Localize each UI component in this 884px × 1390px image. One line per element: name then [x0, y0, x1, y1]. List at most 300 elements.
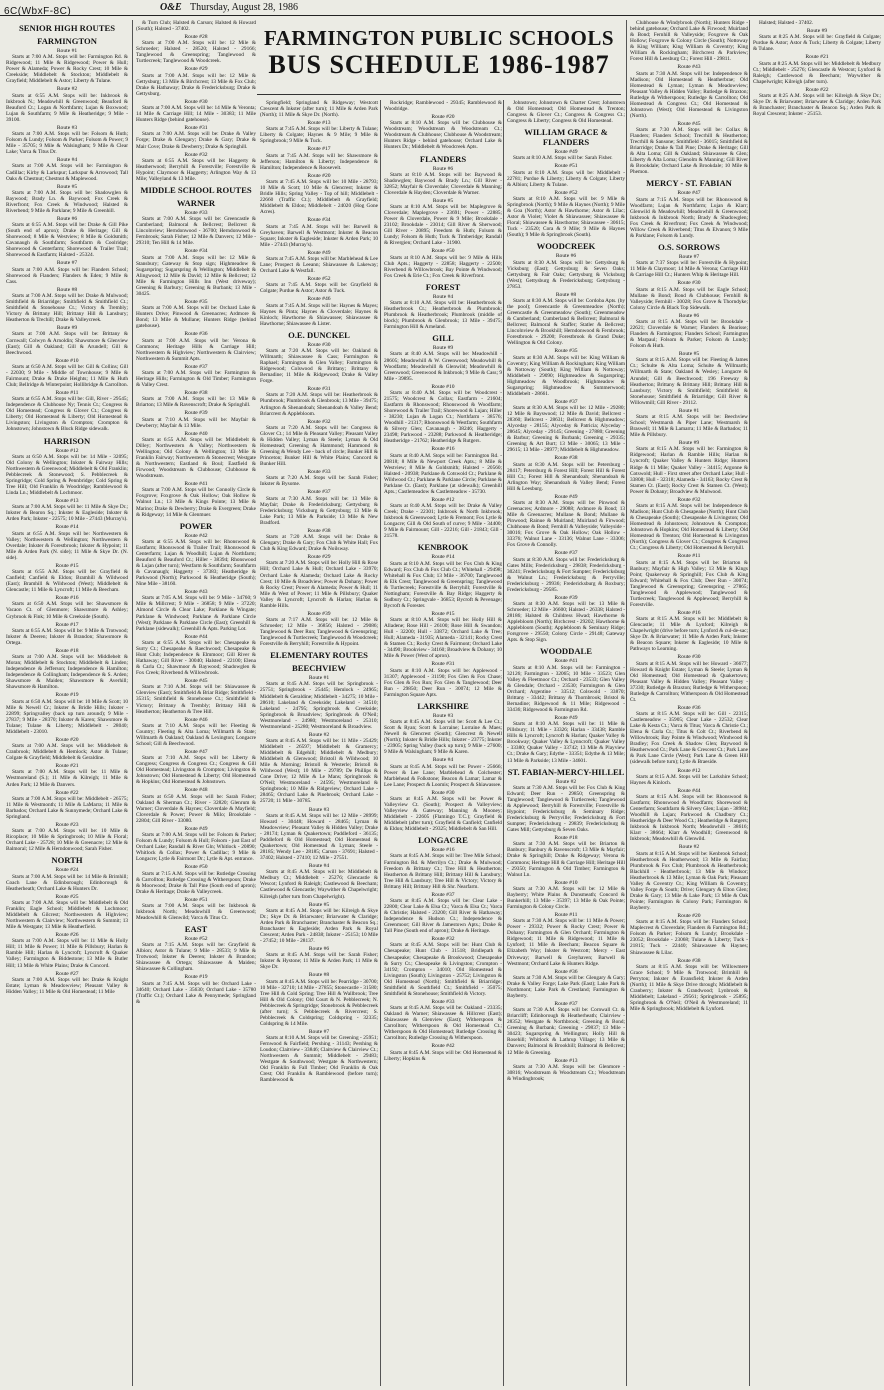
route-stops: Starts at 7:20 A.M. Stops will be: Oakland & Willmarth; Shiawassee & Cass; Farmington & Raphael; Farmington & Glen Valley; Farmington & Ridgewood; Colswood & Brittany; Brittany & Bernadine; 11 Mile & Ridgewood; Drake & Valley Forge. — [260, 347, 378, 385]
route-stops: Starts at 8:10 A.M. Stops will be: Holly Hill & Alladene; Rose Hill - 26100; Rose Hill & Swandon; Hull - 32200; Hull - 33872; Orchard Lake & Tree; Hull; Alameda - 31935; Alameda - 32141; Rocky Crest & Stamen Ct.; Rocky Crest & Fairmont; Orchard Lake - 34490; Brookview - 34160; Broadview & Dohany; 10 Mile & Power (West of apron). — [384, 617, 502, 660]
section-heading: FARMINGTON — [37, 36, 97, 46]
route-label: Route #37 — [554, 550, 578, 557]
route-label: Route #20 — [677, 913, 701, 920]
route-stops: Starts at 8:15 A.M. Stops will be: Independence & Madison; Hunt Club & Chesapeake (North); Hunt Club & Chesapeake (South); Chesapeake & Livingston; Old Homestead & Johnstown; Johnstown & Crompton; Johnstown & Hopkins; Old Homestead & Liberty; Old Homestead & Trenton; Old Homestead & Livingston (North); Congress & Glover Ct.; Congress & Congress Ct.; Congress & Liberty; Old Homestead & Berryhill. — [630, 502, 748, 552]
route-stops: Starts at 8:45 A.M. Stops will be: Power & Valleyview Ct. (South); Prospect & Valleyview; Valleyview & Gateway; Manning & Mooney; Middlebelt - 22605 (Flamingo T.C.); Grayfield & Middlebelt (after turn); Grayfield & Canfield; Canfield & Eldon; Middlebelt - 29325; Middlebelt & San Hill. — [384, 795, 502, 833]
route-stops: Starts at 7:00 A.M. Stops will be: Drake & Mulwood; Smithfield & Briarridge; Smithfield & Smithfield Ct.; Smithfield & Stonehouse Ct.; Victory & Trembly; Victory & Brittany Hill; Brittany Hill & Lansbury; Heatherton & Trechill; Drake & Valleycreek. — [6, 293, 128, 324]
route-stops: Starts at 8:10 A.M. Stops will be: Fox Club & King Edward; Fox Club & Fox Club Ct.; Whitehall - 29498; Whitehall & Fox Club; 13 Mile - 36700; Tanglewood & Elk Crest; Tanglewood & Greenspring; Tanglewood & Turtlecreek; Forestville & Berryhill; Forestville & Nottingham; Forestville & Bay Ridge; Haggerty & Sudbury Ct.; Springvale - 36853; Bycroft & Pevenage; Bycroft & Forester. — [384, 560, 502, 609]
route-label: Route #44 — [677, 787, 701, 794]
route-stops: Starts at 8:10 A.M. Stops will be: Greening - 25951; Fernwood & Fairfield; Pershing - 31143; Pershing & Loudon; Claitview - 33846; Claitview & Clairview Ct.; Northwestern & Summit; Middlebelt - 29483; Westgate & Southwood; Westgate & Northwestern; Old Franklin & Fall Timber; Old Franklin & Oak Crest; Old Franklin & Ramblewood (before turn); Ramblewood & — [260, 1035, 378, 1084]
route-label: Route #30 — [677, 654, 701, 661]
column-5 — [503, 100, 625, 1386]
route-stops: Starts at 7:00 A.M. Stops will be: Farmington & Heritage Hills; Farmington & Old Timber; Farmington & Valley Crest. — [136, 369, 256, 388]
route-label: Route #5 — [308, 901, 330, 908]
route-stops: Starts at 7:00 A.M. Stops will be: Shadowglen & Baywood; Brady Ln. & Baywood; Fox Creek & Riverfront; Fox Creek & Windwood; Halsted & Riverbend; 9 Mile & Parklane; 9 Mile & Greenhill. — [6, 189, 128, 214]
route-stops: Starts at 7:00 A.M. Stops will be: Middlebelt & Cranbrook; Middlebelt & Hemlock; Astor & Tulane; Colgate & Grayfield; Middlebelt & Geraldine. — [6, 743, 128, 762]
section-heading: WILLIAM GRACE & FLANDERS — [524, 127, 608, 148]
route-label: Route #25 — [55, 893, 79, 900]
route-label: Route #6 — [432, 165, 454, 172]
section-heading: FOREST — [425, 281, 461, 292]
route-label: Route #5 — [56, 183, 78, 190]
route-label: Route #45 — [677, 120, 701, 127]
route-label: Route #33 — [431, 998, 455, 1005]
route-label: Route #46 — [307, 296, 331, 303]
route-stops: Starts at 7:00 A.M. Stops will be: Middlebelt & Old Franklin; Eagle School; Middlebelt & Lochmoor; Middlebelt & Gilcrest; Northwestern & Highview; Northwestern & Clairview; Northwestern & Summit; 13 Mile & Westgate; 13 Mile & Heatherfield. — [6, 899, 128, 931]
route-stops: Starts at 7:00 A.M. Stops will be: 13 Mile & Briarton; 13 Mile & Ravenscroft; Drake & Springhill. — [136, 396, 256, 409]
route-stops: Starts at 6:55 A.M. Stops will be: Gill, River - 29545; Independence & Clubhouse Ny; Tennis Ct.; Congress & Old Homestead; Congress & Glover Ct.; Congress & Liberty; Old Homestead & Liberty; Old Homestead & Livingston; Livingston & Crompton; Crompton & Johnstown; Johnstown & Bluck Ridge sidewalk. — [6, 396, 128, 433]
route-label: Route #21 — [55, 763, 79, 770]
route-stops: Starts at 7:00 A.M. Stops will be: Drake & Valley Forge; Drake & Glengary; Drake & Gary; Drake & Mair Cove; Drake & Dewberry; Drake & Springhill. — [136, 131, 256, 150]
route-stops: Starts at 8:45 A.M. Stops will be: Tree Mile School; Farmington Rd. & Merrilyn Ct.; Drake & Mulwood; Freedom & Brittany Ct.; Tree Hill & Heatherton; Heatherton & Brittany Hill; Brittany Hill & Lansbury; Tree Hill & Lansbury; Tree Hill & Victory; Victory & Brittany Hill; Brittany Hill & Shr. Nearfarm. — [384, 853, 502, 890]
route-label: Route #38 — [184, 390, 208, 397]
route-label: Route #7 — [308, 1028, 330, 1035]
route-label: Route #42 — [431, 1043, 455, 1050]
route-label: Route #31 — [431, 661, 455, 668]
route-stops: Starts at 7:45 A.M. Stops will be: Haynes & Mayes; Haynes & Pinta; Haynes & Cloverdale; Haynes & Kinloch; Hawthorne & Shiawassee; Shiawassee & Hawthorne; Shiawassee & Lister. — [260, 302, 378, 327]
route-label: Route #47 — [677, 190, 701, 197]
route-label: Route #16 — [677, 609, 701, 616]
route-stops: Starts at 7:00 A.M. Stops will be: 12 Mile & Schroeder; Halsted - 28520; Halsted - 29166; Tanglewood & Greenspring; Tanglewood & Turtlecreek; Tanglewood & Woodcreek. — [136, 40, 256, 65]
route-stops: Starts at 7:30 A.M. Stops will be: 12 Mile & Bayberry; White Plains & Dunsmeath; Concord & Bunkerhill; 13 Mile - 35397; 13 Mile & Oak Pointe; Farmington & Colony Circle. — [507, 885, 625, 910]
section-heading: WOODDALE — [539, 646, 593, 657]
route-label: Route #9 — [56, 325, 78, 332]
route-label: Route #42 — [184, 532, 208, 539]
route-label: Route #13 — [554, 1057, 578, 1064]
publication-name: O&E — [160, 2, 182, 13]
route-stops: Starts at 7:00 A.M. Stops will be: 10 Mile & Ricoplace; 10 Mile & Springbrook; 10 Mile & Floral; Orchard Lake - 25728; 10 Mile & Greenacre; 12 Mile & Balmoral; 12 Mile & Herndonwood; Sarah Fisher. — [6, 828, 128, 853]
route-stops: Starts at 6:55 A.M. Stops will be: Chesapeake & Surry Ct.; Chesapeake & Raechwood; Chesapeake & Hunt Club; Independence & Elmmoor; Gill River & Hathaway; Gill River - 30040; Halsted - 22100; Elena & Carla Ct.; Shawmoor & Baywood; Shadowglen & Fox Creek; Riverbend & Willowbrook. — [136, 639, 256, 677]
route-stops: Starts at 7:00 A.M. Stops will be: 11 Mile & Westmoreland (S.); 11 Mile & Kilreigh; 11 Mile & Arden Park; 12 Mile & Danvers. — [6, 769, 128, 788]
section-heading: KENBROOK — [417, 542, 469, 553]
route-stops: Starts at 8:45 A.M. Stops will be: Clear Lake - 22800; Clear Lake & Elsa Ct.; Varca & Elsa Ct.; Varca & Christie; Halsted - 23200; Gill River & Hathaway; Independence & Hudson Ct.; Independence & Greenmoor; Gill River & Jamestown Apts.; Drake & Tall Pine (South end of apron); Drake & Heritage. — [384, 897, 502, 935]
route-stops: Starts at 7:00 A.M. Stops will be: Verona & Commons; Heritage Hills & Carriage Hill; Northwestern & Highview; Northwestern & Clairview; Northwestern & Summit Apts. — [136, 337, 256, 362]
route-stops: Starts at 8:15 A.M. Stops will be: Gill - 22315; Castlemeadow - 35905; Clear Lake - 22532; Clear Lake & Kesta Ct.; Varca & Titus; Varca & Christie Ct.; Elena & Carla Ct.; Titus & Colt Ct.; Riverbend & Willowbrook; Bay Pointe & Windwood; Windwood & Bradley; Fox Creek & Shadow Glen; Baywood & Heatherwood Ct.; Park Lane & Crescent Ct.; Park Lane & Park Lane Circle (West); Park Lane & Green Hill (sidewalk before turn); Lytle & Braeside. — [630, 711, 748, 766]
route-stops: Starts at 7:30 A.M. Stops will be: 11 Mile & Power; Power - 29332; Power & Rocky Crest; Power & Dohany; Farmington & Glen Orchard; Farmington & Ridgewood; 11 Mile & Ridgewood; 11 Mile & Lynford; 11 Mile & Beecham; Beacon Square & Elizabeth Way; Inkster & Westcott; Mercy - East Driveway; Barwell & Greyhaven; Barwell & Westmont; Orchard Lake & Hunters Ridge. — [507, 918, 625, 967]
route-label: Route #49 — [307, 249, 331, 256]
route-stops: Starts at 8:30 A.M. Stops will be: Cordoba Apts. (by the pool); Greencastle & Greenmeadow (North); Greencastle & Greenmeadow (South); Greenmeadow & Cumberland; Cumberland & Bellcrest; Balmoral & Bellcrest; Balmoral & Staffer; Statler & Bellcrest; Lincolnview & Brookhill; Herndonwood & Fernbrook; Forestbrook - 29200; Forestbrook & Grand Duke; Wellington & Old Colony. — [507, 297, 625, 347]
route-label: Route #37 — [431, 891, 455, 898]
route-stops: Starts at 8:30 A.M. Stops will be: Fredericksburg & Gates Mills; Fredericksburg - 29838; Fredericksburg - 30241; Fredericksburg & Fort Sumpter; Fredericksburg & Walnut Ln.; Fredericksburg & Perryville; Fredericksburg - 29936; Fredericksburg & Roxbury; Fredericksburg - 29585. — [507, 556, 625, 593]
route-label: Route #30 — [677, 280, 701, 287]
route-stops: Starts at 7:20 A.M. Stops will be: Sarah Fisher; Inkster & Bysome. — [260, 475, 378, 488]
route-stops: Starts at 8:10 A.M. Stops will be: Sarah Fisher. — [513, 155, 613, 162]
route-label: Route #19 — [184, 974, 208, 981]
banner-headline — [257, 20, 621, 95]
route-label: Route #5 — [678, 351, 700, 358]
route-stops: Starts at 7:00 A.M. Stops will be: Flanders School; Shorewood & Flanders; Flanders & Eden; 9 Mile & Cass. — [6, 266, 128, 285]
column-3 — [257, 100, 378, 1386]
route-label: Route #33 — [184, 209, 208, 216]
route-label: Route #11 — [677, 553, 701, 560]
route-stops: Starts at 8:45 A.M. Stops will be: Hunt Club & Chesapeake; Hunt Club - 31518; Bridlepath & Chesapeake; Chesapeake & Brookwood; Chesapeake & Surry Ct.; Chesapeake & Livingston; Crompton - 34192; Crompton - 34010; Old Homestead & Livingston (South); Livingston - 25752; Livingston & Old Homestead (North); Smithfield & Briarridge; Smithfield & Southfield Ct.; Smithfield - 35075; Smithfield & Stonehouse; Smithfield & Victory. — [384, 942, 502, 997]
route-label: Route #39 — [184, 410, 208, 417]
route-stops: Starts at 8:15 A.M. Stops will be: Fleeting & James Ct.; Schulte & Alta Loma; Schulte & Willmarth; Willmarth & State; Oakland & Wesley; Longacre & Arundel; Gill & Beechwood; 196 Freeway & Heatherton; Brittany & Brittany Hill; Brittany Hill & Lansbury; Victory & Smithfield; Smithfield & Stonehouse; Smithfield & Briarridge; Gill River & Willowmill; Gill River - 29112. — [630, 357, 748, 406]
column-4 — [380, 100, 502, 1386]
section-code: 6C(WbxF-8C) — [4, 6, 72, 17]
section-heading: ST. FABIAN-MERCY-HILLEL — [507, 766, 625, 777]
route-stops: Starts at 7:20 A.M. Stops will be: Heatherbrook & Plumbrook; Plumbrook & Glenbrook; 13 Mile - 39475; Arlington & Shenandoah; Shenandoah & Valley Bend; Briarcrest & Applebloom. — [260, 392, 378, 417]
route-stops: Starts at 8:40 A.M. Stops will be: Meadowhill - 28605; Meadowhill & W. Greenwood; Meadowhill & Woodfarm; Meadowhill & Glenwild; Meadowhill & Greenwood; Greenwood & Inkbrook; 9 Mile & Cass; 9 Mile - 39895. — [384, 351, 502, 382]
route-label: Route #9 — [806, 28, 828, 35]
route-label: Route #9 — [678, 440, 700, 447]
route-label: Route #9 — [432, 345, 454, 352]
route-stops: Starts at 7:30 A.M. Stops will be: Glenmore - 30816; Woodstream & Woodstream Ct.; Woodstream & Windingbrook; — [507, 1063, 625, 1082]
route-stops: Starts at 6:50 A.M. Stops will be: Sarah Fisher; Oakland & Sherman Ct.; River - 32820; Glenrum & Warner; Cloverdale & Haynes; Cloverdale & Mayfield; Cloverdale & Power; Power & Milo; Brookdale - 22804; Gill River - 33080. — [136, 793, 256, 824]
route-label: Route #22 — [805, 86, 829, 93]
section-heading: MIDDLE SCHOOL ROUTES — [140, 184, 252, 195]
route-label: Route #32 — [431, 936, 455, 943]
route-label: Route #45 — [184, 678, 208, 685]
route-stops: Starts at 8:10 A.M. Stops will be: Maplegrove & Cloverdale; Maplegrove - 23691; Power - 22885; Power & Cloverdale, Power & 9 Mile; Brookdale - 23102; Brookdale - 23014; Gill River & Sherwood; Gill River - 20895; Freedom & Huth; Folsom & Lundy; Folsom & Huth; Tuck & Timberidge; Randall & Rivergien; Orchard Lake - 31900. — [384, 204, 502, 247]
route-label: Route #52 — [307, 276, 331, 283]
route-label: Route #4 — [56, 157, 78, 164]
route-stops: Starts at 7:45 A.M. Stops will be: Shawsmore & Jefferson; Hamilton & Liberty; Independence & Hamilton; Independence & Roosevelt. — [260, 152, 378, 171]
route-stops: Halsted; Halsted - 37402. — [759, 20, 814, 26]
route-stops: Starts at 7:20 A.M. Stops will be: Drake & Glengary; Drake & Gary; Fox Club & White Hall; Fox Club & King Edward; Drake & Noilsway. — [260, 534, 378, 553]
route-stops: Starts at 7:00 A.M. Stops will be: Farmington & Cadillac; Kirby & Larkspur; Larkspur & Arrowood; Tall Oaks & Chestnut; Chestnut & Maplewood. — [6, 163, 128, 182]
route-stops: Starts at 7:20 A.M. Stops will be: Holly Hill & Rose Hill; Orchard Lake & Hull; Orchard Lake - 33970; Orchard Lake & Alameda; Orchard Lake & Rocky Crest; 10 Mile & Broadview; Power & Dohany; Power & Rocky Crest; Power & Alameda; Power & Hull; 11 Mile & West of Power; 11 Mile & Pillsbury; Quaker Valley & Lyncroft; Lyncroft & Harlan; Harlan & Ramble Hills. — [260, 560, 378, 609]
route-label: Route #15 — [431, 610, 455, 617]
route-label: Route #15 — [55, 562, 79, 569]
route-stops: Starts at 8:45 A.M. Stops will be: Oakland - 23335; Oakland & Warner; Shiawassee & Hillcrest (East); Shiawassee & Glenview (East); Witherspoon & Carrollton; Witherspoon & Old Homestead Ct.; Witherspoon & Old Homestead; Rutledge Crossing & Carrollton; Rutledge Crossing & Witherspoon. — [384, 1005, 502, 1042]
column-2 — [132, 20, 256, 1386]
route-label: Route #33 — [307, 469, 331, 476]
route-stops: Starts at 7:45 A.M. Stops will be: Orchard Lake - 34640; Orchard Lake - 35630; Orchard Lake - 35780 (Traffic Ct.); Orchard Lake & Pennymede; Springland & — [136, 980, 256, 1005]
route-stops: Starts at 8:10 A.M. Stops will be: 9 Mile & Springbrook (North); 9 Mile & Haynes (North); 9 Mile & Goa (North); Astor & Hawthorne; Astor & Lilac; Astor & Violet; Violet & Shiawassee; Shiawassee & Floral; Shiawassee & Hawthorne; Shiawassee - 30615; Tuck - 23520; Cora & 9 Mile; 9 Mile & Haynes (South); 9 Mile & Springbrook (South). — [507, 195, 625, 239]
route-label: Route #50 — [184, 864, 208, 871]
route-label: Route #32 — [184, 151, 208, 158]
section-heading: O.E. DUNCKEL — [288, 329, 350, 340]
route-label: Route #49 — [554, 493, 578, 500]
route-stops: Starts at 7:00 A.M. Stops will be: 12 Mile & Stansbury; Gateway & Stop sign; Highmeadow & Sugarspring; Sugarspring & Wellington; Middlebelt & Alingwood; 12 Mile & David; 12 Mile & Bellcrest; 12 Mile & Farmington Hills Inn (West driveway); Greening & Barbury; Greening & Burbank; 13 Mile - 30425. — [136, 254, 256, 297]
route-label: Route #10 — [431, 383, 455, 390]
route-stops: Starts at 6:55 A.M. Stops will be: Middlebelt & Dilley; Northwestern & Valley; Northwestern & Wellington; Old Colony & Wellington; 13 Mile & Franklin Fairway; Northwestern & Stonecrest; Westgate & Northwestern; Eastland & Boul; Eastfield & Firwood; Woodstream & Clubhouse; Clubhouse & Woodstream. — [136, 436, 256, 480]
route-label: Route #24 — [55, 867, 79, 874]
column-1 — [6, 20, 131, 1386]
route-stops: Starts at 7:00 A.M. Stops will be: Greencastle & Cumberland; Balmoral & Bellcrest; Bellcrest & Lincolnview; Herndonwood - 36700; Herndonwood & Fernbrook; Sarah Fisher; 12 Mile & Danvers; 12 Mile - 29310; Ten Hill & 14 Mile. — [136, 216, 256, 247]
route-label: Route #37 — [554, 398, 578, 405]
route-stops: Starts at 6:55 A.M. Stops will be: Grayfield & Canfield; Canfield & Eldon; Bramhill & Wildwood (East); Bramhill & Wildwood (West); Middlebelt & Glencastle; 11 Mile & Lyncroft; 11 Mile & Beecham. — [6, 569, 128, 594]
route-stops: Starts at 8:25 A.M. Stops will be: Grayfield & Colgate; Purdue & Astor; Astor & Tuck; Liberty & Colgate; Liberty & Tulane. — [753, 34, 881, 53]
route-stops: Starts at 8:45 A.M. Stops will be: Middlebelt & Medbury Ct.; Middlebelt - 25276; Glencastle & Wescot; Lynford & Raleigh; Castlewood & Beecham; Castlewood & Glencastle; Waywither & Chapelwright; Kilreigh (after turn from Chapelwright). — [260, 869, 378, 900]
route-label: Route #32 — [677, 496, 701, 503]
route-label: Route #3 — [432, 712, 454, 719]
banner-subtitle: BUS SCHEDULE 1986-1987 — [268, 50, 610, 79]
route-stops: Starts at 7:10 A.M. Stops will be: Shiawassee & Glenview (East); Smithfield & Briar Ridge; Smithfield - 35315; Smithfield & Stonehouse Ct.; Smithfield & Victory; Brittany & Trembly; Brittany Hill & Heatherton; Heatherton & Tree Hill. — [136, 684, 256, 715]
route-stops: Starts at 8:15 A.M. Stops will be: Rhonswood & Eastfarm; Rhonswood & Woodfarm; Shorewood & Centerfarm; Southfarm & Silvery Glen; Lujan - 38984; Woodhill & Lujan; Parkwood & Chadbury Ct.; Heatheridge & Deer Wood Ct.; Heatheridge & Rutgers; Inkbrook & Inkbrook North; Meadowhill - 38616; Klarr - 38664; Klarr & Woodhill; Greenwood & Inkbrook; Meadowhill & Glenwild. — [630, 794, 748, 843]
route-stops: Starts at 7:45 A.M. Stops will be: Barwell & Greyhaven; Barwell & Westmont; Inkster & Beacon Square; Inkster & Eagleside; Inkster & Arden Park; 10 Mile - 27443 (Murray's). — [260, 223, 378, 248]
route-label: Route #4 — [432, 757, 454, 764]
route-label: Route #4 — [308, 863, 330, 870]
route-label: Route #16 — [431, 847, 455, 854]
route-label: Route #38 — [307, 527, 331, 534]
route-label: Route #21 — [805, 54, 829, 61]
route-label: Route #39 — [307, 610, 331, 617]
header-rule — [0, 15, 884, 16]
route-stops: Starts at 7:15 A.M. Stops will be: Grayfield & Albion; Astor & Tulane; 9 Mile - 28533; 9 Mile & Trotwood; Inkster & Deeren; Inkster & Brandon; Shiawassee & Ortega; Shiawassee & Maiden; Shiawassee & Collingham. — [136, 942, 256, 973]
route-stops: Starts at 7:00 A.M. Stops will be: 14 Mile & Veronta; 14 Mile & Carriage Hill; 14 Mile - 30383; 11 Mile Hunters Ridge (behind gatehouse). — [136, 105, 256, 124]
banner-title: FARMINGTON PUBLIC SCHOOLS — [263, 26, 615, 50]
route-label: Route #37 — [184, 363, 208, 370]
route-label: Route #41 — [554, 658, 578, 665]
route-stops: Starts at 7:00 A.M. Stops will be: Middlebelt & Moran; Middlebelt & Stockton; Middlebelt & Linden; Independence & Jefferson; Independence & Hamilton; Independence & Collingham; Independence & S. Arden; Shawsmore & Maiden; Shawsmore & Averhill; Shawsmore & Hamilton. — [6, 654, 128, 691]
route-stops: Starts at 7:15 A.M. Stops will be: Rutledge Crossing & Carrollton; Rutledge Crossing & Witherspoon; Drake & Moorwood; Drake & Tall Pine (South end of apron); Drake & Heritage; Drake & Valleycreek. — [136, 870, 256, 895]
route-stops: Starts at 8:15 A.M. Stops will be: Farmington & Ridgewood; Harlan & Ramble Hills; Harlan & Lyncroft; Quaker Valley & Hunters Ridge; Hunters Ridge & 11 Mile; Quaker Valley - 34415; Argonne & Cotswold; Hull - First street after Orchard Lake; Hull - 33808; Hull - 32318; Alameda - 34163; Rocky Crest & Stamen Ct. (East); Rocky Crest & Stamen Ct. (West); Power & Dohany; Broadview & Mulwood. — [630, 446, 748, 495]
route-stops: Starts at 6:55 A.M. Stops will be: Drake & Gill Pike (South end of apron); Drake & Heritage; Gill & Shorewood; 8 Mile & Westview; 8 Mile & Goldsmith; Cavanaugh & Southfarm; Southfarm & Coolridge; Shorewood & Centerfarm; Shorewood & Trailer Trail; Shorewood & Eastfarm; Halsted - 25324. — [6, 222, 128, 259]
route-label: Route #8 — [555, 291, 577, 298]
route-stops: Starts at 7:00 A.M. Stops will be: Orchard Lake & Hunters Drive; Pinwood & Greenacres; Ardmore & Bond; 13 Mile & Mullane; Hunters Ridge (behind gatehouse). — [136, 305, 256, 330]
route-label: Route #6 — [56, 216, 78, 222]
route-label: Route #22 — [55, 789, 79, 796]
route-stops: Starts at 8:40 A.M. Stops will be: Drake & Valley Creek; Drake - 22301; Inkbrook & North Inkbrook; Inkbrook & Greenwood; Lytle & Fremont; Fox Lytle & Longacre; Gill & Old South of curve; 9 Mile - 34400; 9 Mile & Fairmount; Gill - 22216; Gill - 21843; Gill - 21578. — [384, 503, 502, 540]
section-heading: MERCY - ST. FABIAN — [646, 178, 732, 189]
route-stops: Starts at 8:30 A.M. Stops will be: Gettysburg & Vicksburg (East); Gettysburg & Seven Oaks; Gettysburg & Fair Oaks; Gettysburg & Vicksburg (West); Gettysburg & Fredericksburg; Gettysburg - 27853. — [507, 259, 625, 290]
route-label: Route #36 — [554, 968, 578, 975]
route-label: Route #7 — [678, 254, 700, 261]
route-label: Route #40 — [184, 430, 208, 437]
route-label: Route #27 — [55, 970, 79, 977]
section-heading: GILL — [432, 333, 454, 344]
route-label: Route #6 — [678, 312, 700, 319]
route-stops: Starts at 7:45 A.M. Stops will be: Marblehead & Lee Lane; Prospect & Leeann; Shiawassee & Lakeway; Orchard Lake & Westfall. — [260, 255, 378, 274]
route-stops: Starts at 7:00 A.M. Stops will be: Inkbrook & Inkbrook North; Meadowhill & Greenwood; Meadowhill & Glenwild; Varca & Titus Ct. — [136, 902, 256, 921]
route-stops: Starts at 7:30 A.M. Stops will be: Glengary & Gary; Drake & Valley Forge; Lake Park (East); Lake Park & Northmont; Lake Park & Crestland; Farmington & Bayberry. — [507, 974, 625, 999]
section-heading: SENIOR HIGH ROUTES — [19, 23, 115, 33]
section-heading: O.S. SORROWS — [658, 242, 720, 253]
route-label: Route #1 — [678, 407, 700, 414]
route-stops: Starts at 7:45 A.M. Stops will be: Grayfield & Colgate; Purdue & Astor; Astor & Tuck. — [260, 282, 378, 295]
route-label: Route #8 — [56, 286, 78, 293]
route-label: Route #31 — [184, 125, 208, 132]
route-label: Route #12 — [55, 447, 79, 454]
route-stops: Starts at 8:10 A.M. Stops will be: 9 Mile & Hills Club Apts.; Haggerty - 22858; Haggerty - 22500; Riverbend & Willowbrook; Bay Pointe & Windwood; Fox Creek & Erie Ct.; Fox Creek & Riverfront. — [384, 254, 502, 279]
route-stops: Starts at 8:45 A.M. Stops will be: Pearridge - 30700; 10 Mile - 32710; 14 Mile - 27855; Stonecastle - 31580; Tree Hill & Cold Spring; Tree Hill & Wallbrook; Tree Hill & Old Colony; Old Court & N. Pebblecreek; N. Pebblecreek & Springridge; Stonebrook & Pebblecreek (after turn); S. Pebblecreek & Rivercrest; S. Pebblecreek & Coldspring; Coldspring - 32335; Coldspring & 14 Mile. — [260, 978, 378, 1027]
section-heading: FLANDERS — [419, 153, 467, 164]
route-label: Route #2 — [555, 778, 577, 785]
route-label: Route #8 — [308, 972, 330, 979]
route-stops: Starts at 8:40 A.M. Stops will be: Farmington Rd. - 20818; 8 Mile & Newport Creek Apts.; 8 Mile & Westview; 8 Mile & Goldsmith; Halsted - 20560; Halsted - 20938; Parklane & Cotswold Ct.; Parklane & Wildwood Ct.; Parklane & Parklane Circle; Parklane & Parklane Ct. (East); Parklane (at sidewalk); Greenhill Apts.; Castlemeadow & Castlemeadow - 35730. — [384, 452, 502, 495]
route-label: Route #36 — [677, 704, 701, 711]
route-stops: Starts at 8:10 A.M. Stops will be: Clubhouse & Woodstream; Woodstream & Woodstream Ct.; Woodstream & Clubhouse; Clubhouse & Woodstream; Hunters Ridge - behind gatehouse; Orchard Lake & Hunters Dr.; Middlebelt & Woodcreek Apts. — [384, 120, 502, 151]
route-stops: Starts at 6:55 A.M. Stops will be: Haggerty & Heatherwood; Berryhill & Forestville; Forestville & Hypoint; Claymoor & Haggerty; Arlington Way & 13 Mile; Valleyland & 13 Mile. — [136, 157, 256, 182]
route-label: Route #36 — [184, 331, 208, 338]
route-stops: Starts at 7:00 A.M. Stops will be: 14 Mile & Brimhill; Coach Lane & Edinborough; Edinborough & Heatherheath; Orchard Lake & Hunters Dr. — [6, 873, 128, 892]
route-label: Route #49 — [554, 715, 578, 722]
route-label: Route #31 — [307, 386, 331, 393]
route-stops: Starts at 7:45 A.M. Stops will be: 10 Mile - 28793; 10 Mile & Scott; 10 Mile & Glencrest; Inkster & Bridle Hills; Spring Valley - Top of hill; Middlebelt - 22660 (Traffic Ct.); Middlebelt & Grayfield; Middlebelt & Eldon; Middlebelt - 24020 (Hog Gone Acres). — [260, 179, 378, 216]
route-label: Route #11 — [554, 912, 578, 919]
route-stops: Starts at 8:15 A.M. Stops will be: Larkshire School; Haynes & Kinloch. — [630, 773, 748, 786]
route-label: Route #49 — [554, 149, 578, 156]
route-label: Route #20 — [55, 736, 79, 743]
route-label: Route #34 — [307, 217, 331, 224]
section-heading: WARNER — [176, 197, 216, 208]
route-label: Route #16 — [431, 446, 455, 453]
route-stops: Starts at 8:15 A.M. Stops will be: Middlebelt & Glencastle; 11 Mile & Lynford; Kilreigh & Chapelwright (drive before turn; Lynford & cul-de-sac; Skye Dr. & Briarwater; 11 Mile & Arden Park; Inkster & Beacon Square; Inkster & Eagleside; 10 Mile & Pathways to Learning. — [630, 616, 748, 653]
route-label: Route #5 — [432, 197, 454, 204]
route-label: Route #3 — [56, 124, 78, 131]
route-stops: Starts at 8:30 A.M. Stops will be: Pinwood & Greenacres; Ardmore - 29088; Ardmore & Bond; 13 Mile & Greenacres; Mullane & Bond; Mullane & Pinwood; Rainue & Muirland; Muirland & Firwood; Clubhouse & Bond; Fernhill & Valleyside; Valleyside - 30016; Fox Grove & Oak Hollow; Oak Hollow - 33376; Walnut Lane - 33136; Walnut Lane - 33306; Fox Grove & Connolly. — [507, 500, 625, 549]
route-label: Route #6 — [555, 253, 577, 260]
route-stops: Starts at 7:10 A.M. Stops will be: Liberty & Congress; Congress & Congress Ct.; Congress & Gill Old Homestead; Livingston & Crompton; Livingston & Johnstown; Old Homestead & Liberty; Old Homestead & Hopkins; Old Homestead & Johnstown. — [136, 755, 256, 786]
route-stops: Starts at 7:17 A.M. Stops will be: 12 Mile & Schroeder; 12 Mile - 36856; Halsted - 29086; Tanglewood & Deer Run; Tanglewood & Greenspring; Tanglewood & Turtlecreek; Tanglewood & Woodcreek; Forestville & Berryhill; Forestville & Hypoint. — [260, 617, 378, 648]
route-stops: Starts at 7:30 A.M. Stops will be: 13 Mile & Mayfair; Drake & Fredericksburg; Gettysburg & Fredericksburg; Vicksburg & Gettysburg; 13 Mile & Lake Park; 13 Mile & Parkside; 13 Mile & New Bradford. — [260, 495, 378, 526]
section-heading: NORTH — [51, 855, 83, 866]
route-stops: Starts at 7:00 A.M. Stops will be: 11 Mile & Skye Dr.; Inkster & Bearon Sq.; Inkster & Eagleside; Inkster & Arden Park; Inkster - 22575; 10 Mile - 27443 (Murray's). — [6, 504, 128, 523]
route-stops: Starts at 7:10 A.M. Stops will be: Fleeting & Country; Fleeting & Alta Loma; Willmarth & State; Willmarth & Oakland; Oakland & Lexington; Longacre School; Gill & Beechwood. — [136, 722, 256, 747]
route-label: Route #19 — [55, 692, 79, 699]
route-stops: Starts at 7:30 A.M. Stops will be: Briarton & Banbury; Banbury & Ravenscroft; 13 Mile & Mayfair; Drake & Springhill; Drake & Ridgeway; Verona & Commons; Heritage Hill & Carriage Hill; Heritage Hill - 29350; Farmington & Old Timber; Farmington & Walnut Ln. — [507, 841, 625, 878]
route-label: Route #20 — [307, 172, 331, 179]
section-heading: LONGACRE — [418, 835, 468, 846]
route-label: Route #32 — [307, 418, 331, 425]
route-stops: Rockridge; Ramblewood - 29345; Ramblewood & Woodridge. — [384, 100, 502, 113]
route-label: Route #37 — [307, 489, 331, 496]
schedule-columns — [6, 20, 882, 1386]
section-heading: HARRISON — [43, 435, 91, 446]
route-label: Route #38 — [554, 455, 578, 462]
route-label: Route #2 — [56, 86, 78, 93]
route-stops: Springfield; Springland & Ridgeway; Westcott Crescent & Inkster (after turn); 11 Mile & Arden Park (North); 11 Mile & Skye Dr. (North). — [260, 100, 378, 119]
route-stops: Starts at 6:50 A.M. Stops will be: Shawsmore & Vacaon Ct. of Glenmore; Shawsmore & Ashley; Grybrook & Fink; 10 Mile & Creekside (South). — [6, 601, 128, 620]
route-stops: Starts at 8:45 A.M. Stops will be: 12 Mile - 28999; Howard - 30448; Howard - 28465; Lyman & Meadowview; Pleasant Valley & Hidden Valley; Drake - 28174; Lyman & Quakertown; Paddleford - 36135; Paddleford & Old Homestead; Old Homestead & Quakertown; Old Homestead & Lyman; Steele - 28185; Wendy Lee - 28185; Carson - 37691; Halsted - 37402; Halsted - 27410; 12 Mile - 27551. — [260, 812, 378, 862]
route-label: Route #12 — [431, 496, 455, 503]
route-stops: Starts at 6:50 A.M. Stops will be: 10 Mile & Scott; 10 Mile & Newell Cr.; Inkster & Bridle Hills; Inkster - 22899; Springvalley (back up turn around); 9 Mile - 27837; 9 Mile - 28370; Inkster & Karen; Shawsmore & Tulane; Tulane & Liberty; Middlebelt - 28040; Middlebelt - 23010. — [6, 698, 128, 735]
route-stops: Starts at 8:45 A.M. Stops will be: Sarah Fisher; Inkster & Hystone; 11 Mile & Arden Park; 11 Mile & Skye Dr. — [260, 952, 378, 971]
route-stops: Starts at 6:50 A.M. Stops will be: 14 Mile - 32095; Old Colony & Wellington; Inkster & Fairway Hills; Northwestern & Greenwood; Middlebelt & Old Franklin; Pebblecreek & Stonewood; S. Pebblecreek & Springridge; Cold Spring & Pennbridge; Cold Spring & Tree Hill; Old Franklin & Woodridge; Ramblewood & Linda Ln.; Middlebelt & Lochmoor. — [6, 453, 128, 497]
route-stops: Starts at 7:05 A.M. Stops will be: 9 Mile - 34760; 9 Mile & Millcrest; 9 Mile - 36858; 9 Mile - 37220; Almond Circle & Clear Lake; Parklane & Wingate; Parklane & Windwood; Parklane & Parklane Circle (West); Parklane & Parklane Circle (East); Greenhill & Parklane (sidewalk); Greenhill & Apts. Parking Lot. — [136, 595, 256, 632]
route-label: Route #17 — [55, 621, 79, 628]
route-label: Route #1 — [308, 675, 330, 682]
section-heading: ELEMENTARY ROUTES — [270, 650, 368, 661]
route-label: Route #51 — [554, 163, 578, 170]
route-stops: Starts at 8:45 A.M. Stops will be: Kilreigh & Skye Dr.; Skye Dr. & Briarwater; Briarwater & Claridge; Arden Park & Branchaster; Branchaster & Beacon Sq.; Branchaster & Eagleside; Arden Park & Royal Crescent; Arden Park - 24838; Inkster - 25153; 10 Mile - 27452; 10 Mile - 28137. — [260, 907, 378, 944]
route-stops: Starts at 7:00 A.M. Stops will be: Farmington Rd. & Ridgewood; 11 Mile & Ridgewood; Power & Hull; Power & Alameda; Power & Rocky Crest; 10 Mile & Creekside; Middlebelt & Stockton; Middlebelt & Grayfield; Middlebelt & Astor; Liberty & Tulane. — [6, 54, 128, 85]
route-stops: Starts at 7:30 A.M. Stops will be: Cornwall Ct. & Briarcliff; Edinborough & Heatherheath; Clairview - 28352; Westgate & Northbrook; Greening & Bond; Greening & Burbank; Greening - 29837; 13 Mile - 30423; Sugarspring & Wellington; Holly Hill & Rosehill; Whitlock & Lathrup Village; 13 Mile & Danvers; Balmoral & Brookhill; Balmoral & Bellcrest; 12 Mile & Greening. — [507, 1007, 625, 1056]
route-label: Route #47 — [184, 748, 208, 755]
route-label: Route #20 — [431, 114, 455, 121]
route-label: Route #46 — [184, 716, 208, 723]
route-label: Route #10 — [55, 357, 79, 364]
route-stops: Starts at 7:00 A.M. Stops will be: Folsom & Parker; Folsom & Lundy; Folsom & Hull; Folsom - just East of Orchard Lake; Randall & River Gln; Whitlock - 20890; Whitlock & Collax; Power & Cadillac; 9 Mile & Longacre; Lytle & Fairmont Dr.; Lytle & Apt. entrance. — [136, 832, 256, 863]
route-label: Route #12 — [677, 767, 701, 774]
route-label: Route #37 — [554, 1001, 578, 1007]
route-stops: Starts at 6:50 A.M. Stops will be: Gill & Collins; Gill - 22030; 9 Mile - Middle of Townhouse; 9 Mile & Fairmount; Drake & Drake Heights; 11 Mile & Huth Club; Bellridge & Winterpoint; Hollibridge & Carrollton. — [6, 363, 128, 388]
route-stops: Starts at 8:45 A.M. Stops will be: Old Homestead & Liberty; Hopkins & — [384, 1049, 502, 1062]
route-label: Route #14 — [431, 554, 455, 561]
route-stops: Starts at 7:20 A.M. Stops will be: Congress & Glover Ct.; 14 Mile & Pleasant Valley; Pleasant Valley & Hidden Valley; Lyman & Steele; Lyman & Old Homestead; Greening & Hammond; Hammond & Greening & Wendy Lee - back of circle; Bunker Hill & Princeton; Bunker Hill & White Plains; Concord & Bunker Hill. — [260, 424, 378, 468]
route-stops: Starts at 8:15 A.M. Stops will be: Beechview School; Westmarsh & Piper Lane; Westmarsh & Braswell; 11 Mile & Lamarra; 11 Mile & Barbados; 11 Mile & Pillsbury. — [630, 413, 748, 439]
route-label: Route #13 — [307, 120, 331, 127]
route-stops: Starts at 8:10 A.M. Stops will be: Middlebelt - 22781; Purdue & Liberty; Liberty & Colgate; Liberty & Albion; Liberty & Tulane. — [507, 169, 625, 188]
route-stops: Starts at 7:45 A.M. Stops will be: Liberty & Tulane; Liberty & Colgate; Haynes & 9 Mile; 9 Mile & Springbrook; 9 Mile & Tuck. — [260, 126, 378, 145]
route-stops: Starts at 8:30 A.M. Stops will be: 13 Mile & Schroeder; 12 Mile - 36600; Halsted - 26338; Halsted - 28186; Halsted & Childress Hwad; Hawthorne & Applebloom (North); Birchcrest - 29202; Hawthorne & Applebloom (South); Applebloom & Seminary Ridge; Forsgrove - 29550; Colony Circle - 29148; Gateway Apts. & Stop Sign. — [507, 601, 625, 644]
route-label: Route #51 — [184, 896, 208, 903]
section-heading: POWER — [179, 520, 213, 531]
route-label: Route #3 — [308, 806, 330, 813]
route-label: Route #17 — [307, 146, 331, 153]
route-stops: Starts at 8:25 A.M. Stops will be: Kilreigh & Skye Dr.; Skye Dr. & Briarwater; Briarwater & Claridge; Arden Park & Branchaster; Branchaster & Beacon Sq.; Arden Park & Royal Crescent; Inkster - 25153. — [753, 92, 881, 118]
route-label: Route #2 — [308, 731, 330, 738]
column-6 — [626, 20, 748, 1386]
route-stops: Starts at 8:10 A.M. Stops will be: 11 Mile & Pillsbury; 11 Mile - 33326; Harlan - 33438; Ramble Hills & Lyncroft; Lyncroft & Harlan; Quaker Valley & Brookway; Quaker Valley & Lynncroft; Quaker Valley - 33380; Quaker Valley - 33742; 13 Mile & Playview Ct.; Drake & Gary; Edythe - 33351; Edythe & 13 Mile; 13 Mile & Parkside; 13 Mile - 34601. — [507, 721, 625, 764]
route-label: Route #16 — [55, 595, 79, 602]
route-label: Route #23 — [55, 821, 79, 828]
route-stops: & Turn Club; Halsted & Carson; Halsted & Howard (South); Halsted - 37402. — [136, 20, 256, 33]
route-stops: Starts at 8:30 A.M. Stops will be: Petersburg - 28417; Petersburg & Forest Hill; Forest Hill & Forest Hill Ct.; Forest Hill & Shenandoah; Shenandoah & Arlington Way; Shenandoah & Valley Bend; Forest Hill & Leesburg. — [507, 461, 625, 492]
route-label: Route #30 — [184, 98, 208, 105]
route-label: Route #52 — [184, 936, 208, 943]
route-stops: Starts at 8:30 A.M. Stops will be: 12 Mile - 29280; 12 Mile & Bayswood; 12 Mile & David; Bellcrest - 28360; Bellcrest - 28631; Bellcrest & Highmeadow; Alyceday - 28155; Alyceday & Patricia; Alyceday - 28645; Alyceday - 29145; Greening - 27880; Greening & Barbur; Greening & Burbank; Greening - 29335; Greening & Art Burt; 13 Mile - 30065; 13 Mile - 29615; 13 Mile - 28977; Middlebelt & Highmeadow. — [507, 405, 625, 454]
route-label: Route #38 — [677, 957, 701, 964]
route-label: Route #35 — [554, 348, 578, 355]
route-label: Route #7 — [56, 260, 78, 267]
section-heading: WOODCREEK — [536, 241, 596, 252]
route-stops: Starts at 8:10 A.M. Stops will be: Baywood & Shadowglen; Baywood & Brady Ln.; Gill River - 32852; Mayfair & Cloverdale; Cloverdale & Manning; Cloverdale & Hayden; Cloverdale & Warner. — [384, 171, 502, 196]
section-heading: EAST — [184, 924, 208, 935]
route-stops: Starts at 7:00 A.M. Stops will be: 11 Mile & Holly Hill; 11 Mile & Power; 11 Mile & Pillsbury; Harlan & Ramble Hill; Harlan & Lyncroft; Lyncroft & Quaker Valley; Farmington & Biddestone; 13 Mile & Butler Hill; 13 Mile & White Plains; Drake & Concord. — [6, 938, 128, 969]
section-heading: BEECHVIEW — [292, 663, 346, 674]
route-stops: Starts at 8:15 A.M. Stops will be: Briarton & Banbury; Mayfair & High Valley; 13 Mile & Kings Point; Quakerway & Springhill; Fox Club & King Edward; Whitehall & Fox Club; Deer Run - 30074; Tanglewood & Greenspring; Greenspring - 27865; Tanglewood & Applewood; Tanglewood & Turtlecreek; Tanglewood & Applewood; Berryhill & Forestville. — [630, 559, 748, 608]
route-label: Route #6 — [308, 946, 330, 953]
route-label: Route #28 — [184, 34, 208, 41]
route-stops: Starts at 8:15 A.M. Stops will be: Brookdale - 22621; Cloverdale & Warner; Flanders & Bearisse; Flanders & Farmington; Flanders School; Farmington & Marpaul; Folsom & Parker; Folsom & Lundy; Folsom & Huth. — [630, 318, 748, 350]
route-stops: Starts at 8:10 A.M. Stops will be: Applewood - 31307; Applewood - 31190; Fox Glen & Fox Chase; Fox Glen & Fox Run; Fox Glen & Tanglewood; Deer Run - 29850; Deer Run - 30074; 12 Mile & Farmington Square Apts. — [384, 667, 502, 698]
route-stops: Clubhouse & Windybrook (North); Hunters Ridge - behind gatehouse; Orchard Lake & Firwood; Muirland & Bond; Fernhill & Valleyside; Foxgrove & Oak Hollow; Foxgrove & Colony Circle (South); Nottoway & King William; King William & Coventry; King William & Rockingham; Birchcrest & Parkview; Forest Hill & Leesburg Ct.; Forest Hill - 29811. — [630, 20, 748, 63]
route-label: Route #18 — [554, 835, 578, 842]
route-stops: Starts at 8:15 A.M. Stops will be: Kenbrook School; Heatherbrook & Heatherwood; 13 Mile & Fairfax; Plumbrook & Fox Club; Plumbrook & Heatherbrook; Blackhill - Heatherbrook; 13 Mile & Windsor; Heatherbrook & 13 Mile; Lyman & Oak Park; Pleasant Valley & Coventry Ct.; King William & Coventry; Valley Forge & South; Drive; Glengary & Elton Glen; Drake & Gary; 13 Mile & Lake Park; 13 Mile & Oak Pointe; Farmington & Colony Park; Farmington & Bayberry. — [630, 850, 748, 912]
route-label: Route #34 — [184, 248, 208, 255]
route-stops: Starts at 6:55 A.M. Stops will be: Rhonswood & Eastfarm; Rhonswood & Trailer Trail; Rhonswood & Centerfarm; Lujan & Woodhill; Lujan & Northfarm; Beauford & Beauford Ct.; Hiller - 38394; Rhonswood & Lujan (after turn); Westfarm & Southfarm; Southfarm & Cavanaugh; Haggerty - 37383; Heatheridge & Parkwood (North); Parkwood & Heatheridge (South); Nine Mile - 38160. — [136, 538, 256, 588]
route-stops: Starts at 7:15 A.M. Stops will be: Rhonswood & Woodfarm; Lujan & Northfarm; Lujan & Klarr; Glenwild & Meadowhill; Meadowhill & Greenwood; Inkbrook & Inkbrook North; Brady & Shadowglen; Fox Creek & Riverfront; Fox Creek & Windwood; Willow Creek & Riverbend; Titus & Elvanon; 9 Mile & Parklane; Folsom & Lundy. — [630, 196, 748, 239]
route-stops: Starts at 6:55 A.M. Stops will be: Inkbrook & Inkbrook N.; Meadowhill & Greenwood; Beauford & Beauford Ct.; Logan & Northfarm; Lujan & Boxwood; Lujan & Southfarm; 9 Mile & Heatheridge; 9 Mile - 39100. — [6, 92, 128, 123]
route-label: Route #1 — [56, 48, 78, 54]
route-label: Route #11 — [55, 390, 79, 397]
route-stops: Johnstown; Johnstown & Charter Crest; Johnstown & Old Homestead; Old Homestead & Trenton; Congress & Glover Ct.; Congress & Congress Ct.; Congress & Liberty; Congress & Old Homestead. — [507, 100, 625, 125]
issue-date: Thursday, August 28, 1986 — [190, 2, 298, 13]
route-label: Route #52 — [554, 189, 578, 196]
route-stops: Starts at 7:00 A.M. Stops will be: Brittany & Cornwall; Colwyn & Arnoldin; Shawsmore & Glenview (East); Gill & Oakland; Gill & Arundell; Gill & Beechwood. — [6, 331, 128, 356]
route-label: Route #13 — [55, 498, 79, 505]
route-label: Route #30 — [431, 789, 455, 796]
route-label: Route #14 — [55, 524, 79, 531]
route-stops: Starts at 8:40 A.M. Stops will be: Woodcrest - 21575; Woodcrest & Collax; Eastfarm - 21604; Eastfarm & Rhonswood; Rhonswood & Woodfarm; Shorewood & Trailer Trail; Shorewood & Lujan; Hiller - 38230; Lujan & Logan Ct.; Northfarm - 38576; Woodhill - 21317; Rhonswood & Westfarm; Southfarm & Silvery Glen; Cavanaugh - 38246; Haggerty - 23498; Parkwood - 23288; Parkwood & Heatheridge; Heatheridge - 21762; Heatheridge & Rutgers. — [384, 389, 502, 445]
route-label: Route #49 — [184, 825, 208, 832]
route-stops: Starts at 8:15 A.M. Stops will be: Eagle School; Mullane & Bond; Bond & Clubhouse; Fernhill & Valleyside; Fernhill - 30028; Fox Grove & Thorndyke; Colony Circle & Black Top Sidewalk. — [630, 286, 748, 311]
route-stops: Starts at 8:10 A.M. Stops will be: Farmington - 32126; Farmington - 32065; 10 Mile - 33523; Glen Valley & Fleetmoor Ct.; Orchard - 23533; Glen Valley & Glendale; Orchard - 23530; Farmington & Glen Orchard; Argentine - 33512; Colswold - 33870; Brittany - 33442; Brittany & Thornbrook; Bristol & Bernadine; Ridgewood & 11 Mile; Ridgewood - 33436; Ridgewood & Farmington Rd. — [507, 664, 625, 713]
route-stops: Starts at 6:55 A.M. Stops will be: Northwestern & Valley; Northwestern & Wellington; Northwestern & Overdale; Inkster & Forestbrook; Inkster & Hypoint; 11 Mile & Arden Park (N. side); 11 Mile & Skye Dr. (N. side). — [6, 530, 128, 561]
route-stops: Starts at 8:45 A.M. Stops will be: Scott & Lee Ct.; Scott & Ryan; Scott & Lorraine; Lorraine & Maes; Newell & Glencrest (South); Glencrest & Newell (North); Inkster & Bridle Hills; Inkster - 23775; Inkster - 23905; Spring Valley (back up turn); 9 Mile - 27600; 9 Mile & Walsingham; 9 Mile & Karen. — [384, 719, 502, 756]
route-label: Route #39 — [554, 594, 578, 601]
route-label: Route #26 — [55, 932, 79, 939]
route-label: Route #44 — [184, 633, 208, 640]
route-label: Route #10 — [554, 879, 578, 886]
route-label: Route #48 — [184, 787, 208, 794]
route-stops: Starts at 8:45 A.M. Stops will be: 11 Mile - 25429; Middlebelt - 26597; Middlebelt & Gramercy; Middlebelt & Edgehill; Middlebelt & Medbury; Middlebelt & Glenwood; Bristoll & Wildwood; 10 Mile & Morning; Bristoll & Westerle; Bristoll & Wildwood (West); 10 Mile - 29789; De Phillips & Cone Drive; 12 Mile & Le Mans; Springbrook & O'Neil; Westmoreland - 24595; Westmoreland & Springbrook; 10 Mile & Ridgeview; Orchard Lake - 28465; Orchard Lake & Pinebrook; Orchard Lake - 25720; 11 Mile - 30785. — [260, 738, 378, 805]
route-stops: Starts at 8:25 A.M. Stops will be: Middlebelt & Medbury Ct.; Middlebelt - 25276; Glencastle & Westcot; Lynford & Raleigh; Castlewood & Beecham; Waywither & Chapelwright; Kilreigh (after turn). — [753, 60, 881, 85]
route-stops: Starts at 7:10 A.M. Stops will be: Mayfair & Dewberry; Mayfair & 13 Mile. — [136, 416, 256, 429]
route-label: Route #50 — [431, 248, 455, 255]
route-label: Route #30 — [307, 341, 331, 348]
route-stops: Starts at 6:55 A.M. Stops will be: 9 Mile & Trotwood; Inkster & Deeren; Inkster & Brandon; Shawsmore & Ortega. — [6, 627, 128, 646]
route-stops: Starts at 8:15 A.M. Stops will be: Howard - 36677; Howard & Knight Estate; Lyman & Steele; Lyman & Old Homestead; Old Homestead & Quakertown; Pleasant Valley & Hidden Valley; Pleasant Valley - 37330; Rutledge & Braxton; Rutledge & Witherspoon; Rutledge & Carrollton; Witherspoon & Old Homestead Ct. — [630, 660, 748, 703]
route-label: Route #29 — [307, 554, 331, 561]
column-7 — [749, 20, 881, 1386]
route-label: Route #43 — [184, 589, 208, 596]
route-label: Route #41 — [184, 481, 208, 488]
route-stops: Starts at 7:30 A.M. Stops will be: Independence & Madison; Old Homestead & Heatherbrae; Old Homestead & Lyman; Lyman & Meadowview; Pleasant Valley & Hidden Valley; Rutledge & Braxton; Rutledge & Witherspoon; Rutledge & Carrollton; Old Homestead & Congress Ct.; Old Homestead & Johnstown (West); Old Homestead & Livingston (North). — [630, 70, 748, 119]
route-label: Route #43 — [677, 64, 701, 71]
